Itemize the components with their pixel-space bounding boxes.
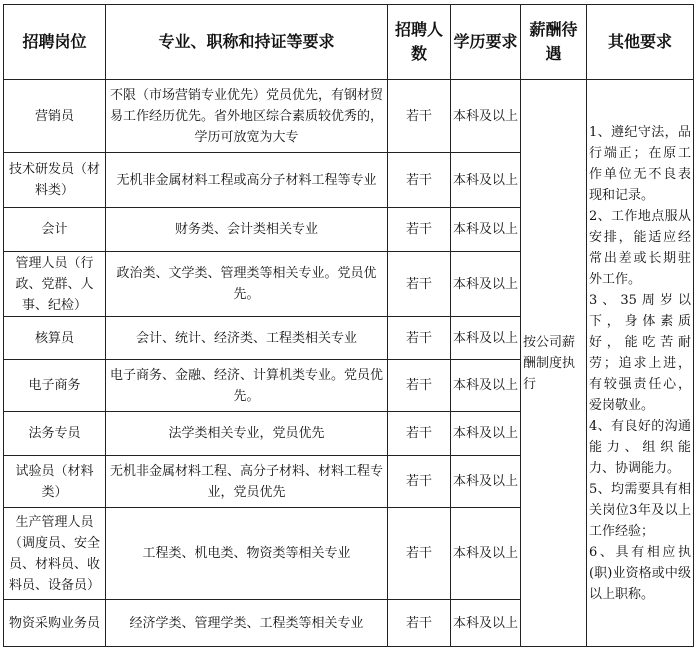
education-cell: 本科及以上 (451, 456, 521, 508)
education-cell: 本科及以上 (451, 208, 521, 252)
education-cell: 本科及以上 (451, 80, 521, 153)
position-cell: 物资采购业务员 (4, 600, 106, 647)
count-cell: 若干 (388, 252, 451, 317)
requirements-cell: 工程类、机电类、物资类等相关专业 (106, 508, 388, 600)
header-count: 招聘人数 (388, 5, 451, 80)
count-cell: 若干 (388, 317, 451, 360)
education-cell: 本科及以上 (451, 252, 521, 317)
header-education: 学历要求 (451, 5, 521, 80)
recruitment-table (3, 4, 694, 647)
requirements-cell: 电子商务、金融、经济、计算机类专业。党员优先。 (106, 360, 388, 412)
position-cell: 法务专员 (4, 412, 106, 456)
other-requirement-item: 5、均需要具有相关岗位3年及以上工作经验； (589, 481, 691, 539)
header-requirements: 专业、职称和持证等要求 (106, 5, 388, 80)
requirements-cell: 政治类、文学类、管理类等相关专业。党员优先。 (106, 252, 388, 317)
other-requirement-item: 4、有良好的沟通能力、组织能力、协调能力。 (589, 418, 691, 476)
other-requirement-item: 3、35周岁以下，身体素质好，能吃苦耐劳；追求上进，有较强责任心，爱岗敬业。 (589, 292, 691, 413)
table-row (4, 80, 694, 153)
header-position: 招聘岗位 (4, 5, 106, 80)
salary-cell: 按公司薪酬制度执行 (521, 80, 587, 647)
education-cell: 本科及以上 (451, 600, 521, 647)
position-cell: 电子商务 (4, 360, 106, 412)
other-requirement-item: 1、遵纪守法，品行端正；在原工作单位无不良表现和记录。 (589, 124, 691, 203)
requirements-cell: 法学类相关专业，党员优先 (106, 412, 388, 456)
position-cell: 生产管理人员（调度员、安全员、材料员、收料员、设备员） (4, 508, 106, 600)
count-cell: 若干 (388, 508, 451, 600)
position-cell: 技术研发员（材料类） (4, 153, 106, 208)
requirements-cell: 经济学类、管理学类、工程类等相关专业 (106, 600, 388, 647)
education-cell: 本科及以上 (451, 153, 521, 208)
count-cell: 若干 (388, 80, 451, 153)
requirements-cell: 不限（市场营销专业优先）党员优先，有钢材贸易工作经历优先。省外地区综合素质较优秀的，学历可放宽为大专 (106, 80, 388, 153)
position-cell: 试验员（材料类） (4, 456, 106, 508)
position-cell: 管理人员（行政、党群、人事、纪检） (4, 252, 106, 317)
position-cell: 营销员 (4, 80, 106, 153)
education-cell: 本科及以上 (451, 360, 521, 412)
education-cell: 本科及以上 (451, 412, 521, 456)
header-row (4, 5, 694, 80)
count-cell: 若干 (388, 456, 451, 508)
other-requirements-cell (587, 80, 694, 647)
count-cell: 若干 (388, 153, 451, 208)
requirements-cell: 无机非金属材料工程、高分子材料、材料工程专业，党员优先 (106, 456, 388, 508)
other-requirement-item: 2、工作地点服从安排，能适应经常出差或长期驻外工作。 (589, 208, 691, 287)
count-cell: 若干 (388, 208, 451, 252)
count-cell: 若干 (388, 412, 451, 456)
header-other: 其他要求 (587, 5, 694, 80)
header-salary: 薪酬待遇 (521, 5, 587, 80)
count-cell: 若干 (388, 360, 451, 412)
other-requirement-item: 6、具有相应执(职)业资格或中级以上职称。 (589, 544, 691, 602)
requirements-cell: 会计、统计、经济类、工程类相关专业 (106, 317, 388, 360)
education-cell: 本科及以上 (451, 317, 521, 360)
position-cell: 会计 (4, 208, 106, 252)
count-cell: 若干 (388, 600, 451, 647)
position-cell: 核算员 (4, 317, 106, 360)
requirements-cell: 无机非金属材料工程或高分子材料工程等专业 (106, 153, 388, 208)
requirements-cell: 财务类、会计类相关专业 (106, 208, 388, 252)
education-cell: 本科及以上 (451, 508, 521, 600)
